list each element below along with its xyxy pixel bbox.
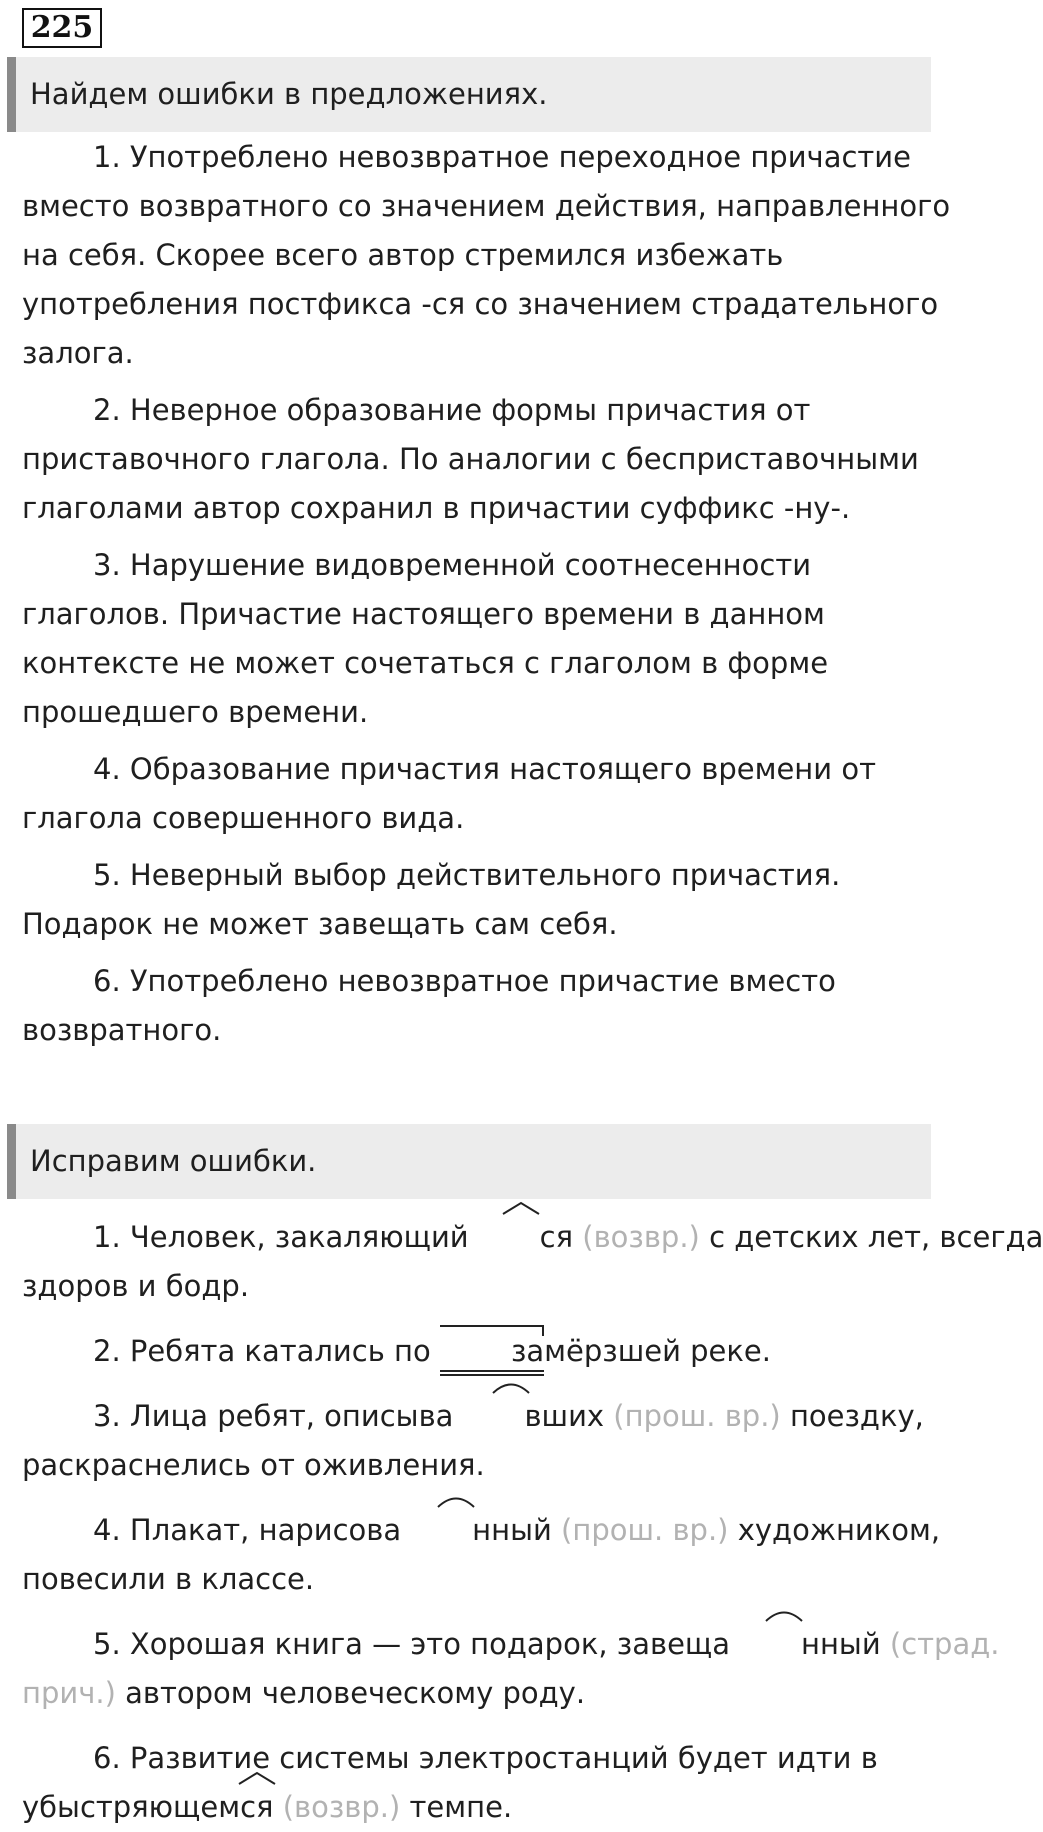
sentence-text: ый: [510, 1513, 552, 1547]
postfix-text: ся: [240, 1790, 274, 1824]
corrected-list: [22, 1213, 1043, 1832]
section-heading-fix-errors: Исправим ошибки.: [7, 1124, 931, 1199]
suffix-marked: [401, 1506, 510, 1555]
text-line: раскраснелись от оживления.: [22, 1448, 485, 1482]
sentence-text: автором человеческому роду.: [115, 1676, 586, 1710]
text-line: приставочного глагола. По аналогии с бесприставочными: [22, 442, 919, 476]
prefix-marked: за: [440, 1327, 544, 1376]
suffix-arc-icon: [492, 1380, 530, 1394]
text-line: 1. Употреблено невозвратное переходное причастие: [93, 140, 911, 174]
sentence-text: 2. Ребята катались по: [93, 1334, 440, 1368]
postfix-marked: [240, 1783, 273, 1832]
sentence-text: убыстряющем: [22, 1790, 241, 1824]
text-line: здоров и бодр.: [22, 1269, 250, 1303]
note: (страд.: [880, 1627, 1000, 1661]
postfix-marked: [469, 1213, 573, 1262]
error-item-2: [22, 386, 952, 533]
text-line: прошедшего времени.: [22, 695, 369, 729]
sentence-text: темпе.: [400, 1790, 513, 1824]
error-list: [22, 133, 952, 1055]
text-line: 6. Развитие системы электростанций будет идти в: [93, 1741, 878, 1775]
note: (возвр.): [573, 1220, 700, 1254]
text-line: глаголами автор сохранил в причастии суффикс -ну-.: [22, 491, 851, 525]
text-line: 6. Употреблено невозвратное причастие вместо: [93, 964, 836, 998]
text-line: употребления постфикса -ся со значением страдательного: [22, 287, 939, 321]
suffix-text: нн: [801, 1627, 839, 1661]
section-heading-find-errors: Найдем ошибки в предложениях.: [7, 57, 931, 132]
postfix-arc-icon: [238, 1771, 276, 1785]
text-line: 5. Неверный выбор действительного причастия.: [93, 858, 841, 892]
suffix-text: нн: [472, 1513, 511, 1547]
postfix-arc-icon: [502, 1201, 540, 1215]
suffix-arc-icon: [437, 1494, 475, 1508]
sentence-text: поездку,: [780, 1399, 924, 1433]
text-line: [22, 1506, 952, 1555]
text-line: повесили в классе.: [22, 1562, 315, 1596]
corrected-item-5: [22, 1620, 1000, 1718]
suffix-arc-icon: [765, 1608, 803, 1622]
text-line: [22, 1213, 1043, 1262]
suffix-marked: [730, 1620, 839, 1669]
error-item-6: [22, 957, 952, 1055]
text-line: 2. Неверное образование формы причастия от: [93, 393, 811, 427]
suffix-text: вш: [524, 1399, 569, 1433]
sentence-text: художником,: [728, 1513, 941, 1547]
text-line: Подарок не может завещать сам себя.: [22, 907, 618, 941]
text-line: [22, 1327, 952, 1376]
error-item-4: [22, 745, 952, 843]
postfix-text: ся: [539, 1220, 574, 1254]
text-line: [22, 1392, 952, 1441]
sentence-text: 1. Человек, закаляющий: [93, 1220, 469, 1254]
text-line: вместо возвратного со значением действия, направленного: [22, 189, 951, 223]
text-line: контексте не может сочетаться с глаголом в форме: [22, 646, 829, 680]
sentence-text: мёрзшей реке.: [544, 1334, 771, 1368]
corrected-item-6: [22, 1734, 952, 1832]
text-line: [22, 1620, 1000, 1669]
sentence-text: с детских лет, всегда: [699, 1220, 1043, 1254]
sentence-text: 3. Лица ребят, описыва: [93, 1399, 454, 1433]
text-line: 3. Нарушение видовременной соотнесенности: [93, 548, 812, 582]
corrected-item-4: [22, 1506, 952, 1604]
text-line: 4. Образование причастия настоящего времени от: [93, 752, 876, 786]
error-item-1: [22, 133, 952, 378]
corrected-item-3: [22, 1392, 952, 1490]
error-item-5: [22, 851, 952, 949]
text-line: [22, 1669, 952, 1718]
sentence-text: 5. Хорошая книга — это подарок, завеща: [93, 1627, 730, 1661]
text-line: глагола совершенного вида.: [22, 801, 465, 835]
text-line: [22, 1783, 952, 1832]
sentence-text: их: [568, 1399, 605, 1433]
suffix-marked: [453, 1392, 568, 1441]
sentence-text: 4. Плакат, нарисова: [93, 1513, 402, 1547]
task-number: 225: [22, 8, 102, 48]
note: (прош. вр.): [551, 1513, 729, 1547]
text-line: возвратного.: [22, 1013, 222, 1047]
text-line: залога.: [22, 336, 134, 370]
text-line: на себя. Скорее всего автор стремился избежать: [22, 238, 784, 272]
note: прич.): [22, 1676, 116, 1710]
sentence-text: ый: [838, 1627, 881, 1661]
error-item-3: [22, 541, 952, 737]
note: (прош. вр.): [604, 1399, 781, 1433]
note: (возвр.): [273, 1790, 401, 1824]
corrected-item-1: [22, 1213, 1043, 1311]
text-line: глаголов. Причастие настоящего времени в данном: [22, 597, 825, 631]
corrected-item-2: [22, 1327, 952, 1376]
